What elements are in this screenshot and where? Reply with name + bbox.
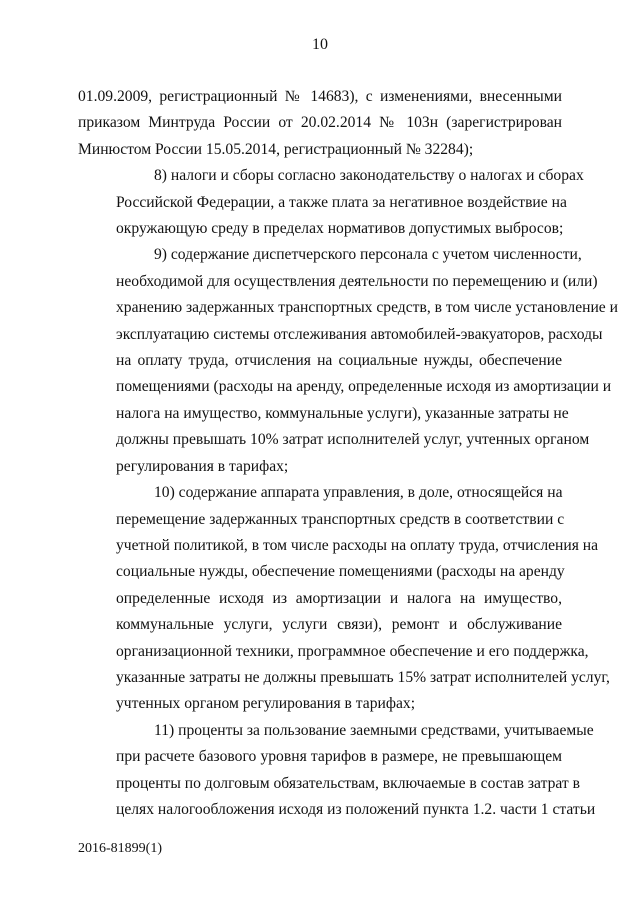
text-line: 8) налоги и сборы согласно законодательству о налогах и сборах <box>154 167 584 185</box>
text-line: при расчете базового уровня тарифов в размере, не превышающем <box>116 748 562 766</box>
text-line: Российской Федерации, а также плата за негативное воздействие на <box>116 193 567 211</box>
page-number: 10 <box>312 36 328 53</box>
text-line: указанные затраты не должны превышать 15% затрат исполнителей услуг, <box>116 668 610 686</box>
text-line: 01.09.2009, регистрационный № 14683), с изменениями, внесенными <box>78 88 562 105</box>
text-line: приказом Минтруда России от 20.02.2014 № 103н (зарегистрирован <box>78 114 562 132</box>
text-line: 10) содержание аппарата управления, в доле, относящейся на <box>154 484 563 502</box>
text-line: регулирования в тарифах; <box>116 457 289 475</box>
text-line: социальные нужды, обеспечение помещениями (расходы на аренду <box>116 563 565 581</box>
text-line: проценты по долговым обязательствам, включаемые в состав затрат в <box>116 774 580 792</box>
text-line: 11) проценты за пользование заемными средствами, учитываемые <box>154 721 594 739</box>
paragraph-p0 <box>78 84 562 163</box>
document-code: 2016-81899(1) <box>78 841 162 856</box>
text-line: на оплату труда, отчисления на социальные нужды, обеспечение <box>116 352 562 370</box>
paragraph-p11 <box>78 718 596 824</box>
text-line: коммунальные услуги, услуги связи), ремонт и обслуживание <box>116 616 562 634</box>
text-line: учетной политикой, в том числе расходы на оплату труда, отчисления на <box>116 536 599 554</box>
text-line: необходимой для осуществления деятельности по перемещению и (или) <box>116 272 598 290</box>
text-line: Минюстом России 15.05.2014, регистрационный № 32284); <box>78 140 474 158</box>
paragraph-p9 <box>78 242 618 480</box>
text-line: организационной техники, программное обеспечение и его поддержка, <box>116 642 589 660</box>
text-line: определенные исходя из амортизации и налога на имущество, <box>116 589 562 607</box>
text-line: перемещение задержанных транспортных средств в соответствии с <box>116 510 565 528</box>
text-line: учтенных органом регулирования в тарифах; <box>116 695 416 713</box>
text-line: хранению задержанных транспортных средств, в том числе установление и <box>116 299 618 317</box>
text-line: целях налогообложения исходя из положений пункта 1.2. части 1 статьи <box>116 800 596 818</box>
text-line: помещениями (расходы на аренду, определенные исходя из амортизации и <box>116 378 612 396</box>
paragraph-p10 <box>78 480 610 718</box>
text-line: налога на имущество, коммунальные услуги), указанные затраты не <box>116 404 569 422</box>
text-line: 9) содержание диспетчерского персонала с учетом численности, <box>154 246 582 264</box>
text-line: эксплуатацию системы отслеживания автомобилей-эвакуаторов, расходы <box>116 325 603 343</box>
document-body <box>78 84 618 823</box>
paragraph-p8 <box>78 163 584 242</box>
text-line: окружающую среду в пределах нормативов допустимых выбросов; <box>116 220 564 238</box>
text-line: должны превышать 10% затрат исполнителей услуг, учтенных органом <box>116 431 590 449</box>
